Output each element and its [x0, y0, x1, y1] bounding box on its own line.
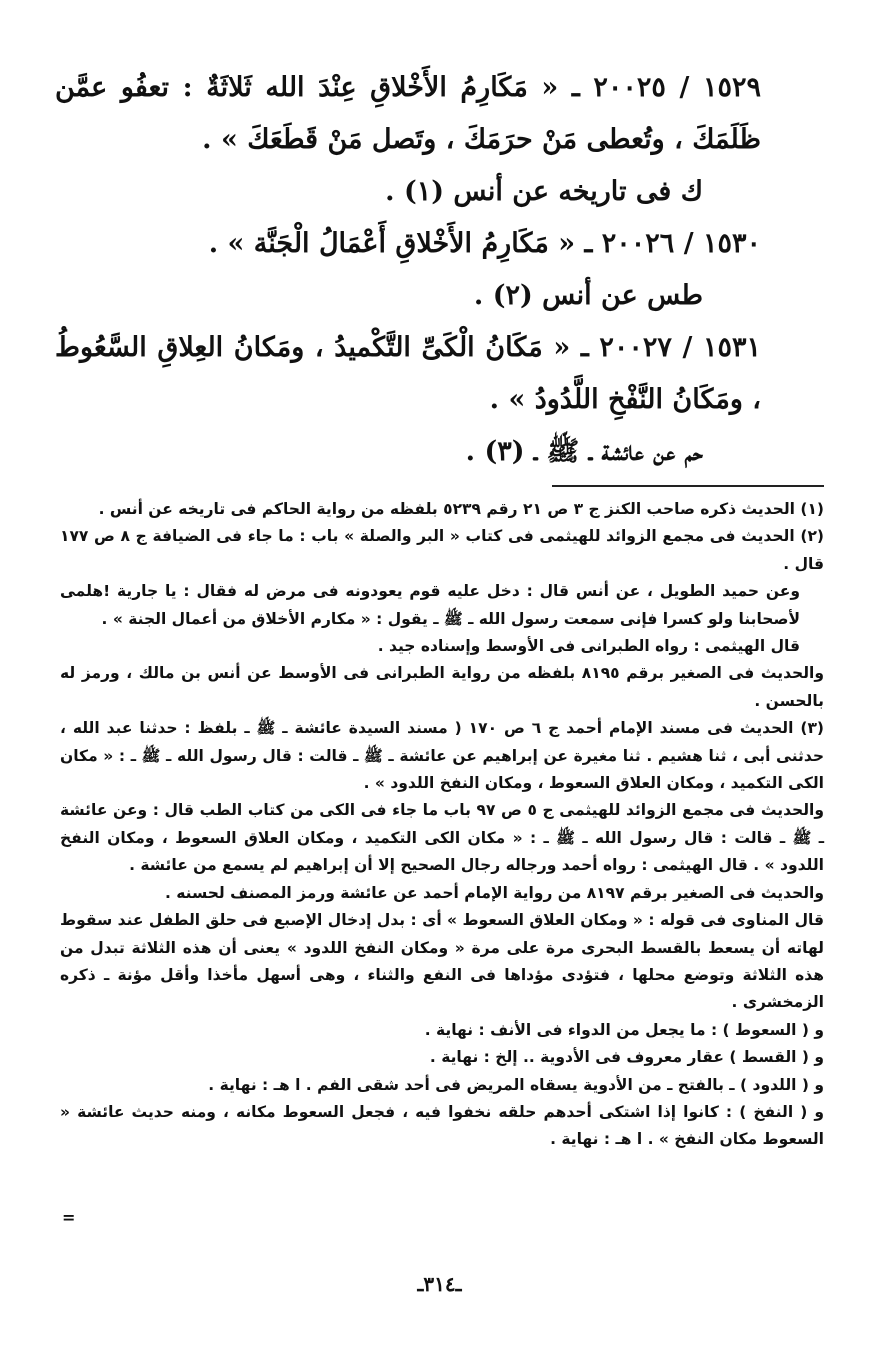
footnote-paragraph: و ( النفخ ) : كانوا إذا اشتكى أحدهم حلقه نخفوا فيه ، فجعل السعوط مكانه ، ومنه حديث عائشة « السعوط مكان النفخ » . ا هـ : نهاية . [60, 1102, 824, 1149]
footnote-paragraph: وعن حميد الطويل ، عن أنس قال : دخل عليه قوم يعودونه فى مرض له فقال : يا جارية !هلمى لأصحابنا ولو كسرا فإنى سمعت رسول الله ـ ﷺ ـ يقول : « مكارم الأخلاق من أعمال الجنة » . [60, 582, 800, 628]
hadith-text: ١٥٣١ / ٢٠٠٢٧ ـ « مَكَانُ الْكَىِّ التَّكْميدُ ، ومَكانُ العِلاقِ السَّعُوطُ ، ومَكَانُ النَّفْخِ اللَّدُودُ » . [55, 332, 761, 415]
footnote-paragraph: و ( اللدود ) ـ بالفتح ـ من الأدوية يسقاه المريض فى أحد شقى الفم . ا هـ : نهاية . [208, 1075, 824, 1094]
footnote-paragraph: (٢) الحديث فى مجمع الزوائد للهيثمى فى كتاب « البر والصلة » باب : ما جاء فى الضيافة ج ٨ ص ١٧٧ قال . [60, 527, 824, 573]
continuation-mark: = [62, 1208, 76, 1227]
footnote-paragraph: قال المناوى فى قوله : « ومكان العلاق السعوط » أى : بدل إدخال الإصبع فى حلق الطفل عند سقوط لهاته أن يسعط بالقسط البحرى مرة على مرة « ومكان النفخ اللدود » يعنى أن هذه الثلاثة تبدل من هذه الثلاثة وتوضع محلها ، فتؤدى مؤداها فى النفع والثناء ، وهى أسهل مأخذا وأقل مؤنة ـ ذكره الزمخشرى . [60, 911, 824, 1012]
footnotes [60, 496, 824, 1154]
hadith-source: ك فى تاريخه عن أنس (١) . [385, 176, 703, 207]
hadith-text: ١٥٢٩ / ٢٠٠٢٥ ـ « مَكَارِمُ الأَخْلاقِ عِنْدَ الله ثَلاثَةٌ : تعفُو عمَّن ظَلَمَكَ ، وتُعطى مَنْ حرَمَكَ ، وتَصل مَنْ قَطَعَكَ » . [55, 72, 761, 155]
footnote-paragraph: و ( القسط ) عقار معروف فى الأدوية .. إلخ : نهاية . [429, 1048, 824, 1067]
footnote-paragraph: و ( السعوط ) : ما يجعل من الدواء فى الأنف : نهاية . [424, 1020, 824, 1039]
hadith-source: حم عن عائشة ـ ﷺ ـ (٣) . [465, 436, 703, 467]
footnote-paragraph: قال الهيثمى : رواه الطبرانى فى الأوسط وإسناده جيد . [377, 637, 800, 656]
footnote-paragraph: (١) الحديث ذكره صاحب الكنز ج ٣ ص ٢١ رقم ٥٢٣٩ بلفظه من رواية الحاكم فى تاريخه عن أنس . [98, 500, 824, 518]
footnote-divider [552, 485, 824, 487]
hadith-entry [55, 218, 761, 322]
hadith-main-text [55, 62, 761, 478]
footnote-paragraph: والحديث فى الصغير برقم ٨١٩٧ من رواية الإمام أحمد عن عائشة ورمز المصنف لحسنه . [164, 883, 824, 902]
page-number: ـ٣١٤ـ [417, 1272, 462, 1296]
hadith-entry [55, 322, 761, 478]
footnote-paragraph: (٣) الحديث فى مسند الإمام أحمد ج ٦ ص ١٧٠ ( مسند السيدة عائشة ـ ﷺ ـ بلفظ : حدثنا عبد الله ، حدثنى أبى ، ثنا هشيم . ثنا مغيرة عن إبراهيم عن عائشة ـ ﷺ ـ قالت : قال رسول الله ـ ﷺ ـ : « مكان الكى التكميد ، ومكان العلاق السعوط ، ومكان النفخ اللدود » . [60, 719, 824, 793]
hadith-text: ١٥٣٠ / ٢٠٠٢٦ ـ « مَكَارِمُ الأَخْلاقِ أَعْمَالُ الْجَنَّة » . [208, 228, 761, 259]
hadith-entry [55, 62, 761, 218]
hadith-source: طس عن أنس (٢) . [473, 280, 703, 311]
footnote-paragraph: والحديث فى الصغير برقم ٨١٩٥ بلفظه من رواية الطبرانى فى الأوسط عن أنس بن مالك ، ورمز له بالحسن . [60, 664, 824, 710]
footnote-paragraph: والحديث فى مجمع الزوائد للهيثمى ج ٥ ص ٩٧ باب ما جاء فى الكى من كتاب الطب قال : وعن عائشة ـ ﷺ ـ قالت : قال رسول الله ـ ﷺ ـ : « مكان الكى التكميد ، ومكان العلاق السعوط ، ومكان النفخ اللدود » . قال الهيثمى : رواه أحمد ورجاله رجال الصحيح إلا أن إبراهيم لم يسمع من عائشة . [60, 801, 824, 875]
